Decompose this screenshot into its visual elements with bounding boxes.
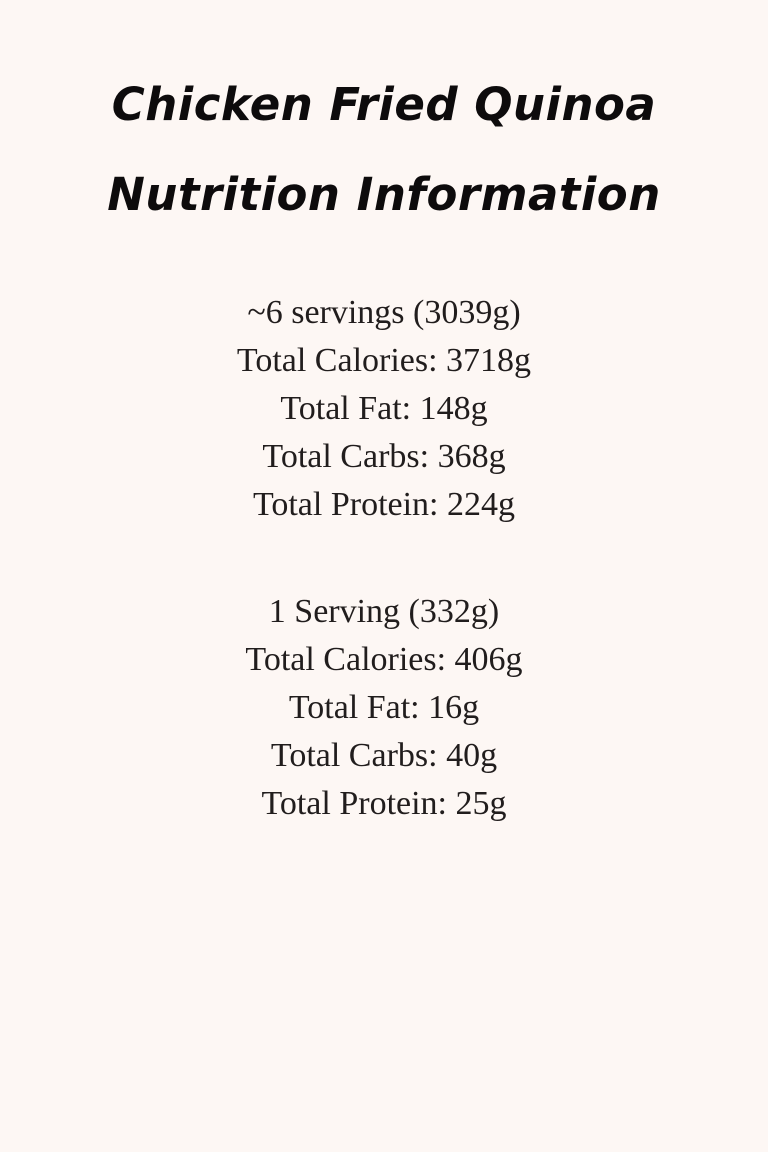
serving-heading: 1 Serving (332g)	[268, 593, 500, 630]
servings-heading: ~6 servings (3039g)	[247, 294, 521, 331]
serving-protein-line: Total Protein: 25g	[261, 785, 507, 822]
per-serving-section	[0, 588, 768, 828]
total-protein-line: Total Protein: 224g	[252, 486, 516, 523]
total-recipe-section	[0, 289, 768, 529]
serving-calories-line: Total Calories: 406g	[245, 641, 523, 678]
total-calories-line: Total Calories: 3718g	[236, 342, 532, 379]
serving-carbs-line: Total Carbs: 40g	[270, 737, 498, 774]
total-fat-line: Total Fat: 148g	[280, 390, 488, 427]
page-title: Chicken Fried Quinoa Nutrition Information	[107, 78, 661, 221]
serving-fat-line: Total Fat: 16g	[288, 689, 480, 726]
total-carbs-line: Total Carbs: 368g	[262, 438, 506, 475]
